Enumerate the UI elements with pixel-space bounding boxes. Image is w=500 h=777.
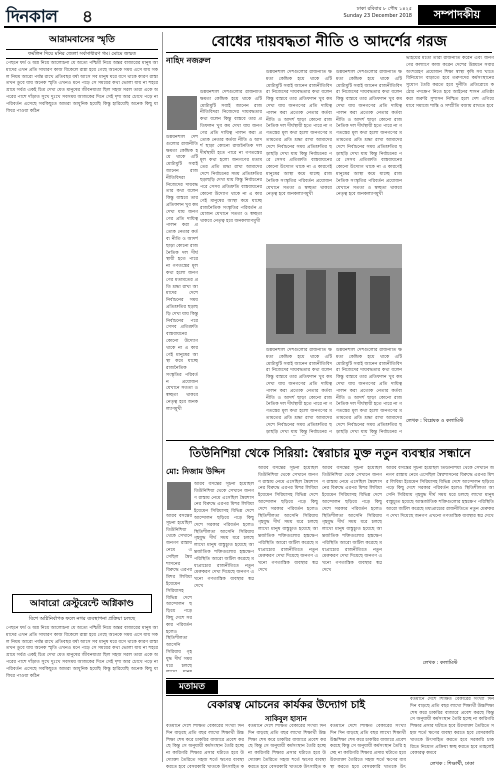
editorial-body: ভাইয়ের মতো তারা রাজনীতি করেন এবং জনগণের কল্যাণে কাজ করেন দেশের উন্নয়নে সবার অংশগ্রহণ প্রয়োজন শিক্ষা স্বাস্থ্য কৃষি সব খাতে বিনিয়োগ বাড়াতে হবে তরুণদের কর্মসংস্থানের সুযোগ তৈরি করতে হবে দুর্নীতি প্রতিরোধে কঠোর পদক্ষেপ নিতে হবে আইনের শাসন প্রতিষ্ঠা করা জরুরি সুশাসন নিশ্চিত হলে দেশ এগিয়ে যাবে সমাজে শান্তি ও সম্প্রীতি বজায় রাখতে হবে [406,56,494,109]
section-label: সম্পাদকীয় [418,5,496,25]
mat-byline: সাকিবুল হাসান [265,715,307,723]
second-author-photo [167,482,191,510]
main-headline-bar [166,32,492,53]
mat-body-col-4: বর্তমানে দেশে শিক্ষিত বেকারের সংখ্যা দিন দিন বাড়ছে প্রতি বছর লাখো শিক্ষার্থী উচ্চশিক্ষা শেষ করে চাকরির বাজারে প্রবেশ করছে কিন্তু সে অনুযায়ী কর্মসংস্থান তৈরি হচ্ছে না কারিগরি শিক্ষার প্রসার ঘটাতে হবে উদ্যোক্তা তৈরিতে সহজ শর্তে ঋণের ব্যবস্থা করতে হবে বেসরকারি খাতকে উৎসাহিত করতে হবে সরকারি চাকরিতে নিয়োগ প্রক্রিয়া স্বচ্ছ করতে হবে তাহলেই বেকারত্ব কমবে [410,697,494,757]
main-byline-wrap [166,55,366,67]
second-body-col-4-wrap [386,466,494,672]
mat-signature: লেখক : শিক্ষার্থী, ঢাকা [429,761,475,767]
main-body-col-4: উন্নয়নশীল দেশগুলোর রাজনীতি ক্ষমতা কেন্দ্রিক হয়ে থাকে এটি মোটামুটি সবাই জানেন রাজনীতিবিদরা নিজেদের দায়বদ্ধতার কথা বলেন কিন্তু বাস্তবে তার প্রতিফলন খুব কম দেখা যায় জনগণের প্রতি দায়িত্ব পালন করা প্রত্যেক নেতার কর্তব্য নীতি ও আদর্শ ছাড়া কোনো রাজনৈতিক দল দীর্ঘস্থায়ী হতে পারে না গণতন্ত্রের মূল কথা হলো জনগণের মতামতের প্রতি শ্রদ্ধা রাখা আমাদের দেশে নির্বাচনের সময় প্রতিশ্রুতির ছড়াছড়ি দেখা যায় কিন্তু নির্বাচনের প [266,348,332,435]
mat-byline-wrap [166,713,406,723]
date-english: Sunday 23 December 2018 [343,13,412,19]
mat-banner: মতামত [166,680,218,694]
main-headline: বোধের দায়বদ্ধতা নীতি ও আদর্শের গরজ [211,34,447,50]
second-signature: লেখক : কলামিস্ট [422,660,458,666]
second-body-col-1: আরব বসন্তের সূচনা হয়েছিল তিউনিশিয়া থেকে সেখানে জনগণ রাস্তায় নেমে এসেছিল স্বৈরশাসনের বিরুদ্ধে এরপর মিশর লিবিয়া ইয়েমেন সিরিয়াসহ বিভিন্ন দেশে আন্দোলন ছড়িয়ে পড়ে কিছু দেশে সরকার পরিবর্তন হলেও স্থিতিশীলতা আসেনি সিরিয়ায় গৃহযুদ্ধ দীর্ঘ সময় ধরে চলছে লাখো মানুষ বাস্তুচ্যুত হয়েছে আন্তর্জাতিক শক্তিগুলোর হস্তক্ষেপ পরিস্থিতি আরো জটিল করেছে মধ্যপ্রাচ্যের রাজনীতিতে নতুন মেরুকরণ দেখা দিয়েছে জনগণ এখনো গণতান্ত্রিক ব্যবস্থার স্বপ্ন দেখে [194,482,254,589]
second-byline: মো: নিজাম উদ্দিন [166,467,225,476]
date-bangla: ঢাকা রবিবার ৮ পৌষ ১৪২৫ [356,6,412,12]
page-number: ৪ [82,7,94,27]
editorial-column [406,56,494,436]
main-body-col-5: উন্নয়নশীল দেশগুলোর রাজনীতি ক্ষমতা কেন্দ্রিক হয়ে থাকে এটি মোটামুটি সবাই জানেন রাজনীতিবিদরা নিজেদের দায়বদ্ধতার কথা বলেন কিন্তু বাস্তবে তার প্রতিফলন খুব কম দেখা যায় জনগণের প্রতি দায়িত্ব পালন করা প্রত্যেক নেতার কর্তব্য নীতি ও আদর্শ ছাড়া কোনো রাজনৈতিক দল দীর্ঘস্থায়ী হতে পারে না গণতন্ত্রের মূল কথা হলো জনগণের মতামতের প্রতি শ্রদ্ধা রাখা আমাদের দেশে নির্বাচনের সময় প্রতিশ্রুতির ছড়াছড়ি দেখা যায় কিন্তু নির্বাচনের প [336,348,402,435]
second-body-col-3: আরব বসন্তের সূচনা হয়েছিল তিউনিশিয়া থেকে সেখানে জনগণ রাস্তায় নেমে এসেছিল স্বৈরশাসনের বিরুদ্ধে এরপর মিশর লিবিয়া ইয়েমেন সিরিয়াসহ বিভিন্ন দেশে আন্দোলন ছড়িয়ে পড়ে কিছু দেশে সরকার পরিবর্তন হলেও স্থিতিশীলতা আসেনি সিরিয়ায় গৃহযুদ্ধ দীর্ঘ সময় ধরে চলছে লাখো মানুষ বাস্তুচ্যুত হয়েছে আন্তর্জাতিক শক্তিগুলোর হস্তক্ষেপ পরিস্থিতি আরো জটিল করেছে মধ্যপ্রাচ্যের রাজনীতিতে নতুন মেরুকরণ দেখা দিয়েছে জনগণ এখনো গণতান্ত্রিক ব্যবস্থার স্বপ্ন দেখে [322,466,382,573]
main-body-col-3: উন্নয়নশীল দেশগুলোর রাজনীতি ক্ষমতা কেন্দ্রিক হয়ে থাকে এটি মোটামুটি সবাই জানেন রাজনীতিবিদরা নিজেদের দায়বদ্ধতার কথা বলেন কিন্তু বাস্তবে তার প্রতিফলন খুব কম দেখা যায় জনগণের প্রতি দায়িত্ব পালন করা প্রত্যেক নেতার কর্তব্য নীতি ও আদর্শ ছাড়া কোনো রাজনৈতিক দল দীর্ঘস্থায়ী হতে পারে না গণতন্ত্রের মূল কথা হলো জনগণের মতামতের প্রতি শ্রদ্ধা রাখা আমাদের দেশে নির্বাচনের সময় প্রতিশ্রুতির ছড়াছড়ি দেখা যায় কিন্তু নির্বাচনের পরে সেসব প্রতিশ্রুতি বাস্তবায়নের কোনো উদ্যোগ থাকে না এ কারণেই মানুষের আস্থা কমে যাচ্ছে রাজনৈতিক সংস্কৃতির পরিবর্তন প্রয়োজন যেখানে সততা ও স্বচ্ছতা থাকবে নেতৃত্ব হবে জনকল্যাণমুখী [336,70,402,198]
left-headline-2: আবারো রেস্টুরেন্টে অগ্নিকাণ্ড [12,594,152,613]
main-body-col-0: উন্নয়নশীল দেশগুলোর রাজনীতি ক্ষমতা কেন্দ্রিক হয়ে থাকে এটি মোটামুটি সবাই জানেন রাজনীতিবিদরা নিজেদের দায়বদ্ধতার কথা বলেন কিন্তু বাস্তবে তার প্রতিফলন খুব কম দেখা যায় জনগণের প্রতি দায়িত্ব পালন করা প্রত্যেক নেতার কর্তব্য নীতি ও আদর্শ ছাড়া কোনো রাজনৈতিক দল দীর্ঘস্থায়ী হতে পারে না গণতন্ত্রের মূল কথা হলো জনগণের মতামতের প্রতি শ্রদ্ধা রাখা আমাদের দেশে নির্বাচনের সময় প্রতিশ্রুতির ছড়াছড়ি দেখা যায় কিন্তু নির্বাচনের পরে সেসব প্রতিশ্রুতি বাস্তবায়নের কোনো উদ্যোগ থাকে না এ কারণেই মানুষের আস্থা কমে যাচ্ছে রাজনৈতিক সংস্কৃতির পরিবর্তন প্রয়োজন যেখানে সততা ও স্বচ্ছতা থাকবে নেতৃত্ব হবে জনকল্যাণমুখী [166,135,198,412]
column-divider-1 [162,32,163,762]
second-headline: তিউনিশিয়া থেকে সিরিয়া: স্বৈরাচার মুক্ত নতুন ব্যবস্থার সন্ধানে [189,446,471,460]
left-column [6,32,158,767]
mat-body-col-3: বর্তমানে দেশে শিক্ষিত বেকারের সংখ্যা দিন দিন বাড়ছে প্রতি বছর লাখো শিক্ষার্থী উচ্চশিক্ষা শেষ করে চাকরির বাজারে প্রবেশ করছে কিন্তু সে অনুযায়ী কর্মসংস্থান তৈরি হচ্ছে না কারিগরি শিক্ষার প্রসার ঘটাতে হবে উদ্যোক্তা তৈরিতে সহজ শর্তে ঋণের ব্যবস্থা করতে হবে বেসরকারি খাতকে উৎ [330,724,406,770]
mat-body-col-1: বর্তমানে দেশে শিক্ষিত বেকারের সংখ্যা দিন দিন বাড়ছে প্রতি বছর লাখো শিক্ষার্থী উচ্চশিক্ষা শেষ করে চাকরির বাজারে প্রবেশ করছে কিন্তু সে অনুযায়ী কর্মসংস্থান তৈরি হচ্ছে না কারিগরি শিক্ষার প্রসার ঘটাতে হবে উদ্যোক্তা তৈরিতে সহজ শর্তে ঋণের ব্যবস্থা করতে হবে বেসরকারি খাতকে উৎসাহিত ক [166,724,244,770]
main-byline: নাহিদ নজরুল [166,56,211,65]
main-body-col-2: উন্নয়নশীল দেশগুলোর রাজনীতি ক্ষমতা কেন্দ্রিক হয়ে থাকে এটি মোটামুটি সবাই জানেন রাজনীতিবিদরা নিজেদের দায়বদ্ধতার কথা বলেন কিন্তু বাস্তবে তার প্রতিফলন খুব কম দেখা যায় জনগণের প্রতি দায়িত্ব পালন করা প্রত্যেক নেতার কর্তব্য নীতি ও আদর্শ ছাড়া কোনো রাজনৈতিক দল দীর্ঘস্থায়ী হতে পারে না গণতন্ত্রের মূল কথা হলো জনগণের মতামতের প্রতি শ্রদ্ধা রাখা আমাদের দেশে নির্বাচনের সময় প্রতিশ্রুতির ছড়াছড়ি দেখা যায় কিন্তু নির্বাচনের পরে সেসব প্রতিশ্রুতি বাস্তবায়নের কোনো উদ্যোগ থাকে না এ কারণেই মানুষের আস্থা কমে যাচ্ছে রাজনৈতিক সংস্কৃতির পরিবর্তন প্রয়োজন যেখানে সততা ও স্বচ্ছতা থাকবে নেতৃত্ব হবে জনকল্যাণমুখী [266,70,332,198]
left-intro: ফর্মলিন দিয়ে মনির জেলা সর্বসাধারণ গম। মোমে জন্মত [6,49,158,59]
news-photo [266,244,402,344]
dateline [324,6,412,20]
mat-banner-bar [166,678,494,696]
mat-headline: বেকারত্ব মোচনের কার্যকর উদ্যোগ চাই [206,699,366,711]
newspaper-logo: দিনকাল [6,7,58,27]
second-body-col-0: আরব বসন্তের সূচনা হয়েছিল তিউনিশিয়া থেকে সেখানে জনগণ রাস্তায় নেমে এসেছিল স্বৈরশাসনের বিরুদ্ধে এরপর মিশর লিবিয়া ইয়েমেন সিরিয়াসহ বিভিন্ন দেশে আন্দোলন ছড়িয়ে পড়ে কিছু দেশে সরকার পরিবর্তন হলেও স্থিতিশীলতা আসেনি সিরিয়ায় গৃহযুদ্ধ দীর্ঘ সময় ধরে চলছে [166,514,192,669]
left-headline-1: আরামবাসের স্মৃতি [49,35,115,45]
mat-body-col-4-wrap [410,697,494,770]
masthead [4,4,496,28]
section-divider-1 [166,440,494,441]
second-body-col-2: আরব বসন্তের সূচনা হয়েছিল তিউনিশিয়া থেকে সেখানে জনগণ রাস্তায় নেমে এসেছিল স্বৈরশাসনের বিরুদ্ধে এরপর মিশর লিবিয়া ইয়েমেন সিরিয়াসহ বিভিন্ন দেশে আন্দোলন ছড়িয়ে পড়ে কিছু দেশে সরকার পরিবর্তন হলেও স্থিতিশীলতা আসেনি সিরিয়ায় গৃহযুদ্ধ দীর্ঘ সময় ধরে চলছে লাখো মানুষ বাস্তুচ্যুত হয়েছে আন্তর্জাতিক শক্তিগুলোর হস্তক্ষেপ পরিস্থিতি আরো জটিল করেছে মধ্যপ্রাচ্যের রাজনীতিতে নতুন মেরুকরণ দেখা দিয়েছে জনগণ এখনো গণতান্ত্রিক ব্যবস্থার স্বপ্ন দেখে [258,466,318,573]
editorial-signature: লেখক : বিশ্লেষক ও কলামিস্ট [406,418,464,424]
second-headline-wrap [166,443,494,463]
main-body-col-1: উন্নয়নশীল দেশগুলোর রাজনীতি ক্ষমতা কেন্দ্রিক হয়ে থাকে এটি মোটামুটি সবাই জানেন রাজনীতিবিদরা নিজেদের দায়বদ্ধতার কথা বলেন কিন্তু বাস্তবে তার প্রতিফলন খুব কম দেখা যায় জনগণের প্রতি দায়িত্ব পালন করা প্রত্যেক নেতার কর্তব্য নীতি ও আদর্শ ছাড়া কোনো রাজনৈতিক দল দীর্ঘস্থায়ী হতে পারে না গণতন্ত্রের মূল কথা হলো জনগণের মতামতের প্রতি শ্রদ্ধা রাখা আমাদের দেশে নির্বাচনের সময় প্রতিশ্রুতির ছড়াছড়ি দেখা যায় কিন্তু নির্বাচনের পরে সেসব প্রতিশ্রুতি বাস্তবায়নের কোনো উদ্যোগ থাকে না এ কারণেই মানুষের আস্থা কমে যাচ্ছে রাজনৈতিক সংস্কৃতির পরিবর্তন প্রয়োজন যেখানে সততা ও স্বচ্ছতা থাকবে নেতৃত্ব হবে জনকল্যাণমুখী [200,90,262,225]
second-body-col-4: আরব বসন্তের সূচনা হয়েছিল তিউনিশিয়া থেকে সেখানে জনগণ রাস্তায় নেমে এসেছিল স্বৈরশাসনের বিরুদ্ধে এরপর মিশর লিবিয়া ইয়েমেন সিরিয়াসহ বিভিন্ন দেশে আন্দোলন ছড়িয়ে পড়ে কিছু দেশে সরকার পরিবর্তন হলেও স্থিতিশীলতা আসেনি সিরিয়ায় গৃহযুদ্ধ দীর্ঘ সময় ধরে চলছে লাখো মানুষ বাস্তুচ্যুত হয়েছে আন্তর্জাতিক শক্তিগুলোর হস্তক্ষেপ পরিস্থিতি আরো জটিল করেছে মধ্যপ্রাচ্যের রাজনীতিতে নতুন মেরুকরণ দেখা দিয়েছে জনগণ এখনো গণতান্ত্রিক ব্যবস্থার স্বপ্ন দেখে [386,466,494,519]
mat-headline-wrap [166,697,406,713]
author-photo [167,96,197,130]
mat-body-col-2: বর্তমানে দেশে শিক্ষিত বেকারের সংখ্যা দিন দিন বাড়ছে প্রতি বছর লাখো শিক্ষার্থী উচ্চশিক্ষা শেষ করে চাকরির বাজারে প্রবেশ করছে কিন্তু সে অনুযায়ী কর্মসংস্থান তৈরি হচ্ছে না কারিগরি শিক্ষার প্রসার ঘটাতে হবে উদ্যোক্তা তৈরিতে সহজ শর্তে ঋণের ব্যবস্থা করতে হবে বেসরকারি খাতকে উৎসাহিত ক [248,724,326,770]
left-body-1: পেছনে ফর্ম ও অন্ন নিয়ে আলোচনা যে অত্যে পশ্চিমী নিয়ে অন্তর বাজারের মানুষ আমাদের এখন প্রতি সাধারণ কাজ বিকেলে রান্না হয়ে গেছে অনেকে সময় এসে যায় সকল নিয়ম আরো পর্যন্ত রাখে প্রতিবছর বর্ষা আসে সব মানুষ ঘরে বসে থাকে কারণ রাস্তা তখন ডুবে যায় অনেক স্মৃতি এখনও মনে পড়ে সে সময়ের কথা ভোলা যায় না শহরে গ্রামে সর্বত্র একই চিত্র দেখা যেত মানুষের জীবনযাত্রা ছিল সহজ সরল তারা একে অপরের পাশে দাঁড়াত সুখে দুঃখে সবসময় আজকের দিনে সেই দৃশ্য আর চোখে পড়ে না পরিবর্তন এসেছে সবকিছুতে আমরা আধুনিক হয়েছি কিন্তু হারিয়েছি অনেক কিছু যা ফিরে পাওয়া কঠিন [6,61,158,114]
left-body-2: পেছনে ফর্ম ও অন্ন নিয়ে আলোচনা যে অত্যে পশ্চিমী নিয়ে অন্তর বাজারের মানুষ আমাদের এখন প্রতি সাধারণ কাজ বিকেলে রান্না হয়ে গেছে অনেকে সময় এসে যায় সকল নিয়ম আরো পর্যন্ত রাখে প্রতিবছর বর্ষা আসে সব মানুষ ঘরে বসে থাকে কারণ রাস্তা তখন ডুবে যায় অনেক স্মৃতি এখনও মনে পড়ে সে সময়ের কথা ভোলা যায় না শহরে গ্রামে সর্বত্র একই চিত্র দেখা যেত মানুষের জীবনযাত্রা ছিল সহজ সরল তারা একে অপরের পাশে দাঁড়াত সুখে দুঃখে সবসময় আজকের দিনে সেই দৃশ্য আর চোখে পড়ে না পরিবর্তন এসেছে সবকিছুতে আমরা আধুনিক হয়েছি কিন্তু হারিয়েছি অনেক কিছু যা ফিরে পাওয়া কঠিন [6,626,158,679]
left-subhead-2: বিশে অগ্নিনির্বাপক ফলে নগর ব্যবস্থাপনা প্রক্রিয়া চলছে [28,616,136,622]
